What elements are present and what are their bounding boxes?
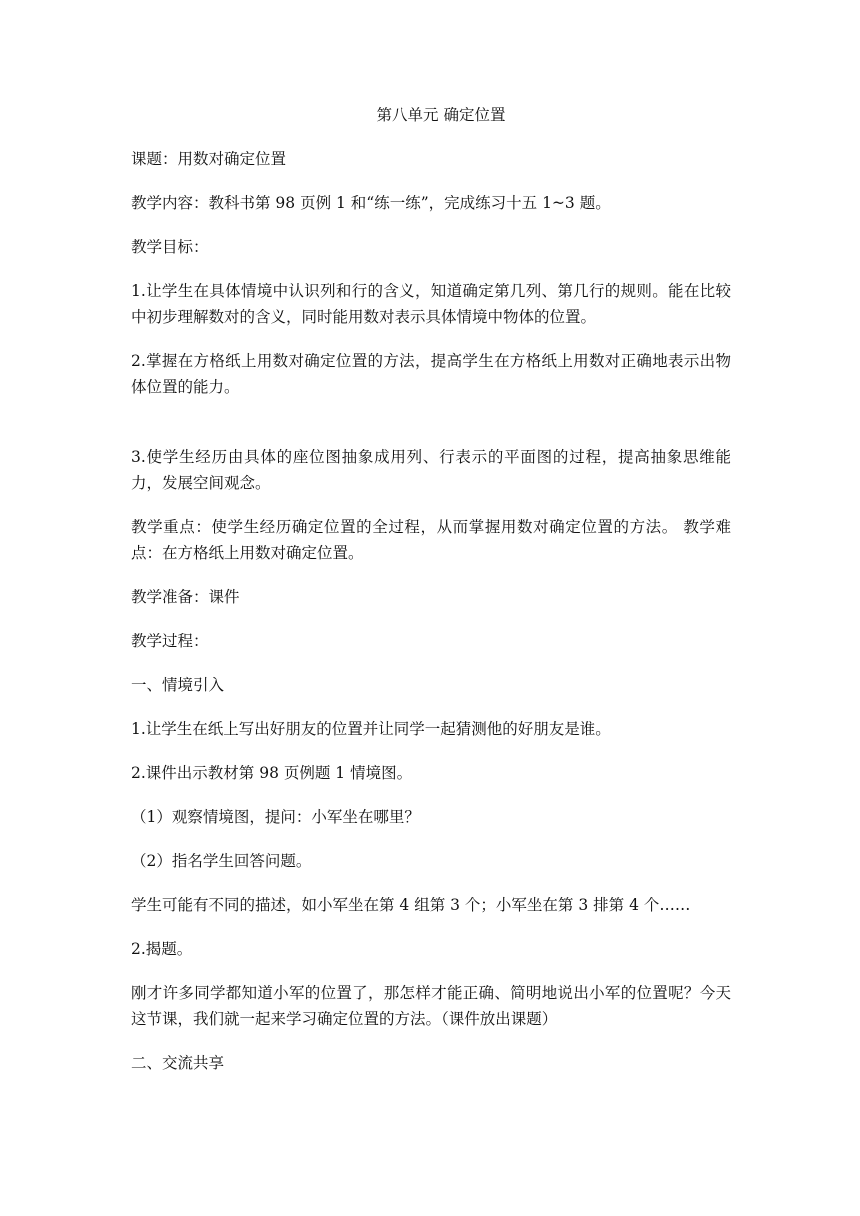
reveal-topic-text: 刚才许多同学都知道小军的位置了，那怎样才能正确、简明地说出小军的位置呢？今天这节课，我们就一起来学习确定位置的方法。（课件放出课题） xyxy=(131,984,731,1028)
goal-3: 3.使学生经历由具体的座位图抽象成用列、行表示的平面图的过程，提高抽象思维能力，发展空间观念。 xyxy=(131,448,731,492)
sub-step-1: （1）观察情境图，提问：小军坐在哪里？ xyxy=(131,808,420,826)
step-1: 1.让学生在纸上写出好朋友的位置并让同学一起猜测他的好朋友是谁。 xyxy=(131,720,611,738)
section-2-heading: 二、交流共享 xyxy=(131,1054,225,1072)
sub-step-2: （2）指名学生回答问题。 xyxy=(131,852,312,870)
document-title: 第八单元 确定位置 xyxy=(376,106,506,124)
key-and-difficult-points: 教学重点：使学生经历确定位置的全过程，从而掌握用数对确定位置的方法。 教学难点：在方格纸上用数对确定位置。 xyxy=(131,518,731,562)
teaching-content: 教学内容：教科书第 98 页例 1 和“练一练”，完成练习十五 1~3 题。 xyxy=(131,194,611,212)
section-1-heading: 一、情境引入 xyxy=(131,676,225,694)
lesson-topic: 课题：用数对确定位置 xyxy=(131,150,287,168)
document-page xyxy=(131,102,731,1094)
blank-line xyxy=(131,418,731,444)
goal-1: 1.让学生在具体情境中认识列和行的含义，知道确定第几列、第几行的规则。能在比较中初步理解数对的含义，同时能用数对表示具体情境中物体的位置。 xyxy=(131,282,731,326)
step-2: 2.课件出示教材第 98 页例题 1 情境图。 xyxy=(131,764,413,782)
student-responses: 学生可能有不同的描述，如小军坐在第 4 组第 3 个；小军坐在第 3 排第 4 个…… xyxy=(131,896,691,914)
goal-2: 2.掌握在方格纸上用数对确定位置的方法，提高学生在方格纸上用数对正确地表示出物体位置的能力。 xyxy=(131,352,731,396)
reveal-topic: 2.揭题。 xyxy=(131,940,193,958)
teaching-goals-heading: 教学目标： xyxy=(131,238,209,256)
teaching-process-heading: 教学过程： xyxy=(131,632,209,650)
teaching-preparation: 教学准备：课件 xyxy=(131,588,240,606)
